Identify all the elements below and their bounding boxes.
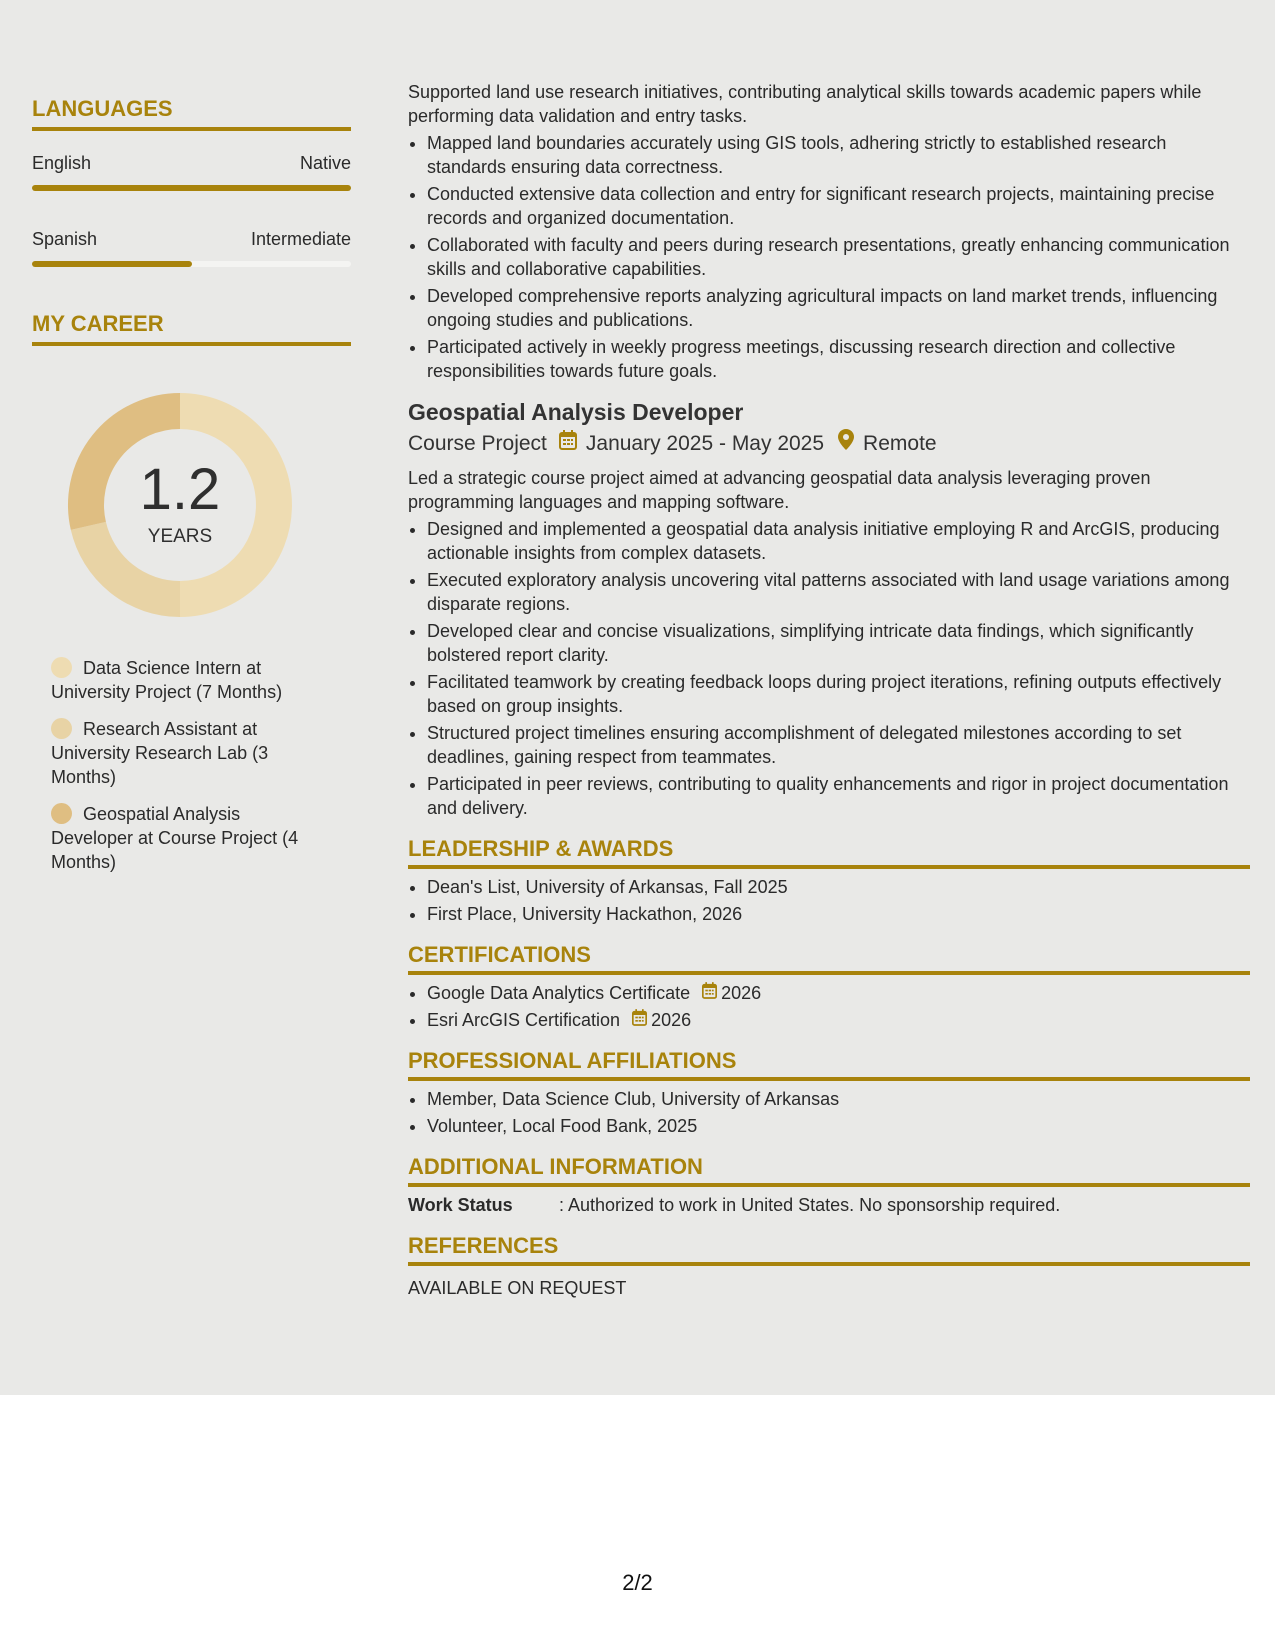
page-number: 2/2: [622, 1570, 653, 1595]
map-pin-icon: [838, 429, 854, 458]
job-summary: Led a strategic course project aimed at advancing geospatial data analysis leveraging proven programming languages and mapping software.: [408, 468, 1151, 512]
language-bar-track: [32, 261, 351, 267]
career-legend: [51, 656, 321, 874]
certification-item: [427, 981, 1250, 1005]
certification-item: [427, 1008, 1250, 1032]
language-level: Intermediate: [250, 229, 351, 249]
affiliations-heading: PROFESSIONAL AFFILIATIONS: [408, 1046, 1250, 1081]
bullet-item: • Designed and implemented a geospatial data analysis initiative employing R and ArcGIS, producing actionable insights from complex datasets.: [427, 517, 1250, 565]
language-english: [32, 153, 351, 191]
bullet-item: • Executed exploratory analysis uncovering vital patterns associated with land usage variations among disparate regions.: [427, 568, 1250, 616]
career-legend-dot: [51, 657, 72, 678]
role-summary: Supported land use research initiatives, contributing analytical skills towards academic papers while performing data validation and entry tasks.: [408, 82, 1202, 126]
bullet-item: • Participated in peer reviews, contributing to quality enhancements and rigor in project documentation and delivery.: [427, 772, 1250, 820]
calendar-icon: [632, 1008, 647, 1032]
job-location: Remote: [863, 431, 937, 455]
career-heading: MY CAREER: [32, 309, 351, 346]
career-legend-label: Geospatial Analysis Developer at Course Project (4 Months): [51, 804, 299, 872]
languages-heading: LANGUAGES: [32, 94, 351, 131]
language-bar-fill: [32, 185, 351, 191]
language-bar-track: [32, 185, 351, 191]
bullet-item: • Collaborated with faculty and peers during research presentations, greatly enhancing communication skills and collaborative capabilities.: [427, 233, 1250, 281]
language-name: Spanish: [32, 229, 98, 249]
leadership-list: [408, 875, 1250, 926]
language-level: Native: [299, 153, 351, 173]
bullet-item: • Facilitated teamwork by creating feedback loops during project iterations, refining outputs effectively based on group insights.: [427, 670, 1250, 718]
leadership-heading: LEADERSHIP & AWARDS: [408, 834, 1250, 869]
bullet-item: • Mapped land boundaries accurately using GIS tools, adhering strictly to established research standards ensuring data correctness.: [427, 131, 1250, 179]
career-legend-label: Data Science Intern at University Project (7 Months): [51, 658, 283, 702]
bullet-item: • Structured project timelines ensuring accomplishment of delegated milestones according to set deadlines, gaining respect from teammates.: [427, 721, 1250, 769]
bullet-item: • Developed clear and concise visualizations, simplifying intricate data findings, which significantly bolstered report clarity.: [427, 619, 1250, 667]
calendar-icon: [559, 430, 577, 458]
references-heading: REFERENCES: [408, 1231, 1250, 1266]
language-spanish: [32, 229, 351, 267]
calendar-icon: [702, 981, 717, 1005]
certification-name: • Esri ArcGIS Certification: [427, 1010, 621, 1030]
career-legend-dot: [51, 718, 72, 739]
work-status-value: : Authorized to work in United States. No sponsorship required.: [559, 1195, 1061, 1215]
certifications-heading: CERTIFICATIONS: [408, 940, 1250, 975]
language-name: English: [32, 153, 92, 173]
main-content: [408, 80, 1250, 1300]
bullet-item: • Participated actively in weekly progress meetings, discussing research direction and collective responsibilities towards future goals.: [427, 335, 1250, 383]
affiliation-item: • Member, Data Science Club, University of Arkansas: [427, 1087, 1250, 1111]
certification-year: 2026: [721, 983, 762, 1003]
career-total-years: 1.2: [139, 457, 221, 522]
job-organization: Course Project: [408, 431, 547, 455]
job-title: Geospatial Analysis Developer: [408, 399, 744, 425]
career-legend-dot: [51, 803, 72, 824]
certification-year: 2026: [651, 1010, 692, 1030]
job-bullets: [408, 517, 1250, 820]
career-legend-item: [51, 802, 321, 874]
work-status-label: Work Status: [408, 1195, 513, 1215]
sidebar: [32, 94, 351, 887]
references-text: AVAILABLE ON REQUEST: [408, 1278, 627, 1298]
bullet-item: • Developed comprehensive reports analyzing agricultural impacts on land market trends, influencing ongoing studies and publications.: [427, 284, 1250, 332]
career-legend-item: [51, 717, 321, 789]
additional-info-heading: ADDITIONAL INFORMATION: [408, 1152, 1250, 1187]
role-bullets: [408, 131, 1250, 383]
career-donut-chart: [65, 390, 295, 620]
affiliations-list: [408, 1087, 1250, 1138]
career-legend-item: [51, 656, 321, 704]
bullet-item: • Conducted extensive data collection and entry for significant research projects, maintaining precise records and organized documentation.: [427, 182, 1250, 230]
job-meta: [408, 429, 1250, 458]
work-status-row: [408, 1193, 1250, 1217]
language-bar-fill: [32, 261, 192, 267]
certifications-list: [408, 981, 1250, 1032]
job-dates: January 2025 - May 2025: [585, 431, 825, 455]
career-years-label: YEARS: [147, 526, 213, 547]
career-legend-label: Research Assistant at University Research Lab (3 Months): [51, 719, 269, 787]
award-item: • First Place, University Hackathon, 2026: [427, 902, 1250, 926]
affiliation-item: • Volunteer, Local Food Bank, 2025: [427, 1114, 1250, 1138]
award-item: • Dean's List, University of Arkansas, Fall 2025: [427, 875, 1250, 899]
certification-name: • Google Data Analytics Certificate: [427, 983, 691, 1003]
